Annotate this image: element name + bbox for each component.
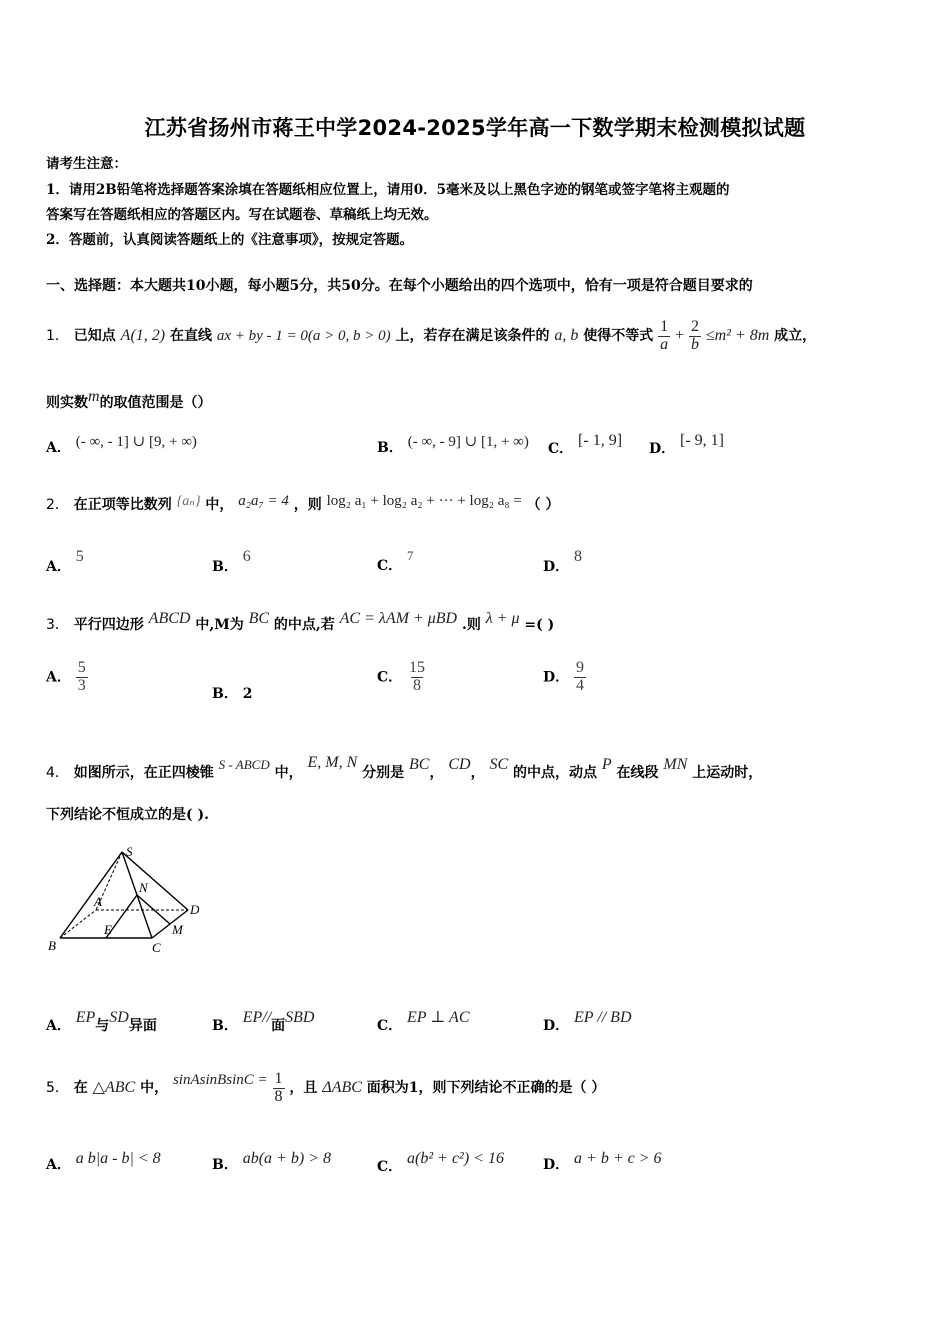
q4-math-p: P (601, 756, 612, 773)
q4-option-d[interactable] (543, 1004, 632, 1040)
q3-math-vector: AC = λAM + μBD (339, 610, 458, 627)
q1-fraction-2 (689, 319, 701, 354)
q3-option-c[interactable] (377, 660, 427, 695)
q1-text3: 上，若存在满足该条件的 (395, 328, 550, 344)
question-3 (46, 604, 554, 640)
q2-text1: 在正项等比数列 (73, 497, 172, 513)
q5-math-delta: ΔABC (322, 1079, 362, 1096)
q2-option-d[interactable] (543, 548, 582, 576)
q5-text1: 在 (73, 1080, 88, 1096)
q5-option-b-value: ab(a + b) > 8 (242, 1150, 331, 1167)
label-c: C (152, 940, 161, 955)
q4-option-c-m1: EP ⊥ AC (407, 1009, 470, 1026)
q1-text7: 的取值范围是（） (99, 395, 212, 411)
q4-text1: 如图所示，在正四棱锥 (73, 765, 214, 781)
question-1-cont (46, 388, 212, 412)
q3-math-bc: BC (248, 610, 270, 627)
q3-option-c-frac (407, 660, 427, 695)
q3-option-c-den: 8 (413, 676, 422, 694)
label-d: D (190, 902, 200, 917)
label-a: A (94, 894, 102, 909)
q1-option-c-value: [- 1, 9] (578, 432, 623, 449)
q5-math-sin: sinAsinBsinC = (172, 1072, 268, 1088)
q1-option-a-label: A． (46, 440, 71, 456)
q1-option-b-value: (- ∞, - 9] ∪ [1, + ∞) (407, 434, 529, 450)
q2-option-a-label: A． (46, 559, 71, 575)
q5-option-b[interactable] (212, 1146, 331, 1178)
label-b: B (48, 938, 56, 953)
q4-text3: 分别是 (362, 765, 405, 781)
q4-comma1: ， (429, 765, 444, 781)
q5-option-d-value: a + b + c > 6 (574, 1150, 662, 1167)
edge-sb (60, 852, 122, 938)
q4-option-d-label: D． (543, 1018, 570, 1034)
pyramid-figure (44, 842, 210, 958)
label-m: M (172, 922, 183, 937)
q5-option-d[interactable] (543, 1146, 662, 1178)
q4-option-d-m1: EP // BD (574, 1009, 632, 1026)
label-n: N (139, 880, 148, 895)
notice-line1b: 答案写在答题纸相应的答题区内。写在试题卷、草稿纸上均无效。 (46, 207, 438, 223)
q4-text4: 的中点，动点 (512, 765, 597, 781)
label-e: E (104, 922, 112, 937)
q2-option-d-value: 8 (574, 548, 583, 565)
q1-fraction-1 (658, 319, 670, 354)
q1-option-c-label: C． (548, 441, 574, 457)
q5-text4: 面积为1，则下列结论不正确的是（ ） (366, 1080, 606, 1096)
q2-option-b-label: B． (212, 559, 238, 575)
q3-option-a-den: 3 (77, 676, 86, 694)
q3-text3: 的中点,若 (273, 617, 335, 633)
q3-option-d-label: D． (543, 669, 570, 686)
q4-option-b[interactable] (212, 1004, 314, 1040)
q3-option-a[interactable] (46, 660, 88, 695)
q3-text4: .则 (461, 617, 481, 633)
q2-number: 2． (46, 497, 69, 513)
q5-option-c-label: C． (377, 1159, 403, 1175)
q1-plus: + (675, 327, 685, 344)
q2-text2: 中， (205, 497, 234, 513)
q3-option-d[interactable] (543, 660, 586, 695)
q3-text1: 平行四边形 (73, 617, 144, 633)
q4-math-sc: SC (489, 756, 509, 773)
q4-option-a-m1: EP (75, 1009, 96, 1026)
q4-option-c[interactable] (377, 1004, 470, 1040)
q4-text5: 在线段 (616, 765, 659, 781)
q4-option-b-m2: SBD (285, 1009, 315, 1026)
q1-option-a-value: (- ∞, - 1] ∪ [9, + ∞) (75, 434, 197, 450)
q4-math-pyramid: S - ABCD (218, 757, 270, 772)
q3-text2: 中,M为 (195, 617, 244, 633)
q5-text2: 中， (140, 1080, 169, 1096)
q2-option-c-label: C． (377, 558, 403, 574)
q2-option-c-value: 7 (407, 548, 414, 563)
q2-option-a[interactable] (46, 548, 84, 576)
q3-option-c-label: C． (377, 669, 403, 686)
q5-option-c-value: a(b² + c²) < 16 (407, 1150, 504, 1167)
q3-option-b-value: 2 (242, 686, 253, 702)
q3-option-d-num: 9 (576, 659, 585, 676)
q5-option-a-value: a b|a - b| < 8 (75, 1150, 161, 1167)
q2-text3: ，则 (293, 497, 322, 513)
q1-number: 1． (46, 328, 69, 344)
q2-option-c[interactable] (377, 548, 414, 575)
q4-text2: 中， (274, 765, 303, 781)
q3-option-a-label: A． (46, 669, 71, 686)
q1-option-d[interactable] (649, 432, 724, 458)
question-2 (46, 486, 560, 520)
q5-frac-num: 1 (274, 1069, 283, 1087)
q4-math-points: E, M, N (307, 754, 358, 771)
q5-frac-den: 8 (274, 1087, 283, 1105)
q5-number: 5． (46, 1080, 69, 1096)
q4-math-cd: CD (448, 756, 471, 773)
q3-math-abcd: ABCD (148, 610, 191, 627)
q1-math-ab: a, b (554, 327, 579, 344)
q2-math-seq: {aₙ} (176, 494, 201, 509)
q1-frac1-num: 1 (660, 317, 669, 335)
q5-option-b-label: B． (212, 1157, 238, 1173)
q1-text5: 成立， (774, 328, 817, 344)
q1-text1: 已知点 (73, 328, 116, 344)
q4-number: 4． (46, 765, 69, 781)
q2-text4: （ ） (526, 497, 560, 513)
q2-option-b[interactable] (212, 548, 251, 576)
q5-option-a-label: A． (46, 1157, 71, 1173)
q1-frac2-den: b (690, 335, 699, 353)
label-s: S (126, 844, 133, 859)
q5-fraction (273, 1071, 285, 1106)
q5-math-triangle: △ABC (92, 1079, 136, 1096)
q4-math-mn: MN (663, 756, 688, 773)
q2-math-log: log₂ a₁ + log₂ a₂ + ··· + log₂ a₈ = (326, 493, 522, 509)
q4-option-a[interactable] (46, 1004, 157, 1040)
q4-option-a-t: 与 (95, 1018, 110, 1034)
q3-option-d-den: 4 (576, 676, 585, 694)
q4-text6: 上运动时， (692, 765, 763, 781)
q1-math-m: m (88, 388, 100, 405)
question-5 (46, 1060, 605, 1108)
q3-option-d-frac (574, 660, 586, 695)
q2-math-cond: a₂a₇ = 4 (238, 493, 289, 509)
question-4 (46, 748, 762, 788)
q2-option-a-value: 5 (75, 548, 84, 565)
q3-math-sum: λ + μ (485, 610, 520, 627)
q1-option-d-label: D． (649, 441, 676, 457)
question-1 (46, 318, 816, 354)
q4-option-b-t: 面 (271, 1018, 286, 1034)
q1-option-b[interactable] (377, 432, 529, 457)
q4-option-c-label: C． (377, 1018, 403, 1034)
q5-text3: ，且 (289, 1080, 318, 1096)
q4-option-a-label: A． (46, 1018, 71, 1034)
q3-option-c-num: 15 (409, 659, 426, 676)
q1-math-point: A(1, 2) (120, 327, 166, 344)
q3-option-a-frac (76, 660, 88, 695)
q5-option-a[interactable] (46, 1146, 161, 1178)
q1-option-d-value: [- 9, 1] (680, 432, 724, 449)
notice-line1a: 1．请用2B铅笔将选择题答案涂填在答题纸相应位置上，请用0．5毫米及以上黑色字迹的钢笔或签字笔将主观题的 (46, 182, 730, 198)
q1-option-c[interactable] (548, 432, 622, 458)
q3-option-b[interactable] (212, 683, 252, 703)
q1-text6: 则实数 (46, 395, 88, 411)
page-title: 江苏省扬州市蒋王中学2024-2025学年高一下数学期末检测模拟试题 (144, 116, 806, 140)
q1-option-b-label: B． (377, 440, 403, 456)
q4-option-b-m1: EP// (242, 1009, 272, 1026)
q4-option-a-m2: SD (109, 1009, 129, 1026)
q1-math-line: ax + by - 1 = 0(a > 0, b > 0) (216, 328, 391, 344)
q1-text2: 在直线 (169, 328, 212, 344)
q4-math-bc: BC (409, 756, 430, 773)
q2-option-b-value: 6 (242, 548, 251, 565)
q4-comma2: ， (470, 765, 485, 781)
notice-line2: 2．答题前，认真阅读答题纸上的《注意事项》，按规定答题。 (46, 232, 414, 248)
q4-option-a-t2: 异面 (128, 1018, 157, 1034)
q2-option-d-label: D． (543, 559, 570, 575)
q3-option-a-num: 5 (77, 659, 86, 676)
q1-frac2-num: 2 (690, 317, 699, 335)
q3-number: 3． (46, 617, 69, 633)
q1-option-a[interactable] (46, 432, 197, 457)
q3-text5: =( ) (524, 617, 555, 633)
q1-math-ineq: ≤m² + 8m (705, 327, 770, 344)
q1-text4: 使得不等式 (583, 328, 654, 344)
question-4-cont: 下列结论不恒成立的是( ). (46, 807, 209, 823)
q5-option-c[interactable] (377, 1146, 504, 1180)
q4-option-b-label: B． (212, 1018, 238, 1034)
section-heading: 一、选择题：本大题共10小题，每小题5分，共50分。在每个小题给出的四个选项中，恰有一项是符合题目要求的 (46, 278, 753, 294)
q5-option-d-label: D． (543, 1157, 570, 1173)
q1-frac1-den: a (660, 335, 669, 353)
q3-option-b-label: B． (212, 686, 238, 702)
notice-heading: 请考生注意： (46, 156, 127, 172)
